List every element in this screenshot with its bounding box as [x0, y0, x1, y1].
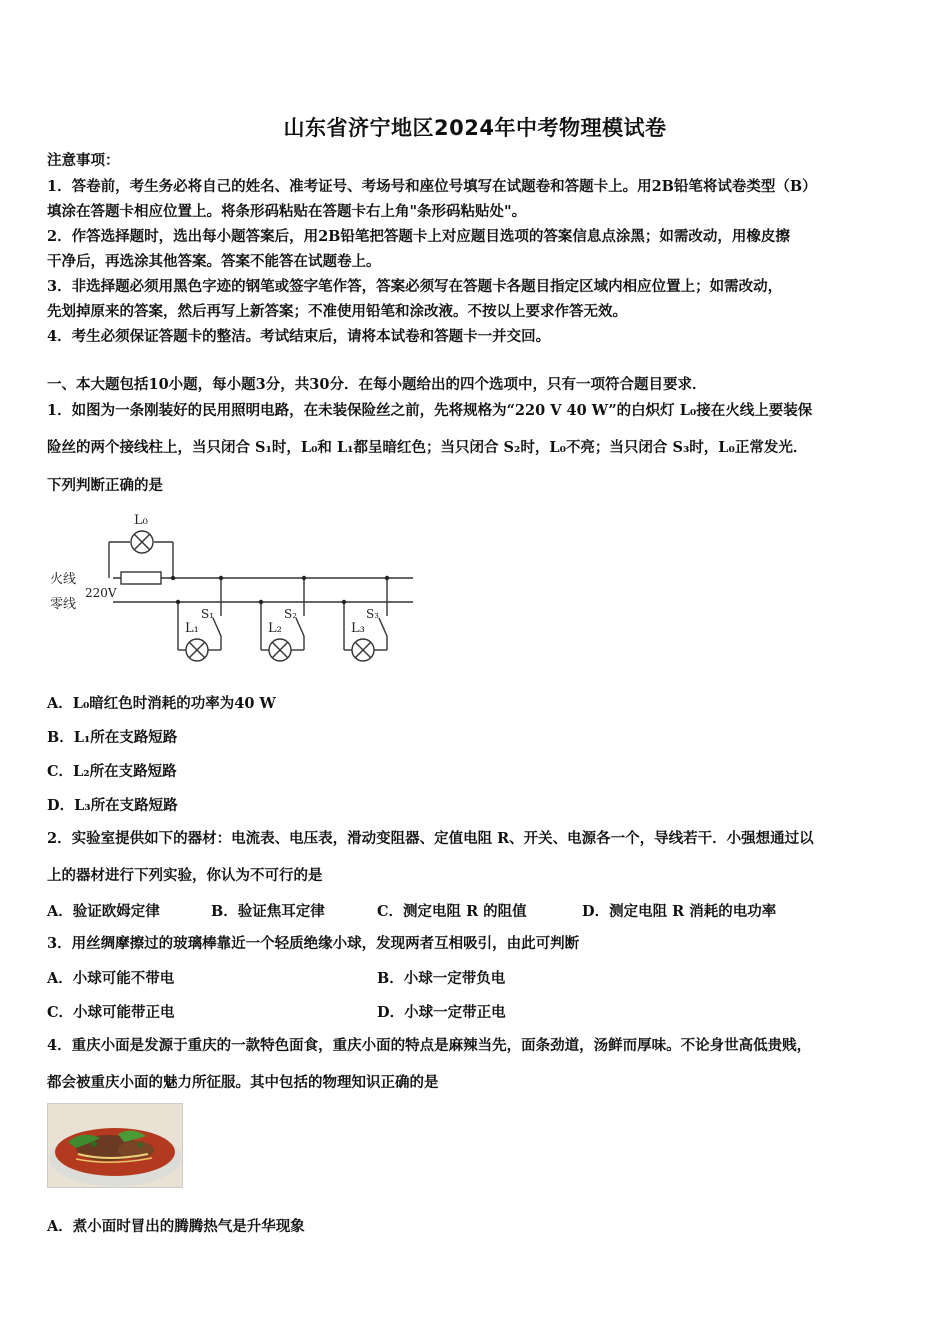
notice-line: 3．非选择题必须用黑色字迹的钢笔或签字笔作答，答案必须写在答题卡各题目指定区域内相应位置上；如需改动， — [47, 278, 783, 295]
label-voltage: 220V — [85, 586, 117, 600]
q2-stem-line: 2．实验室提供如下的器材：电流表、电压表，滑动变阻器、定值电阻 R、开关、电源各一个，导线若干．小强想通过以 — [47, 830, 814, 847]
label-s3: S₃ — [366, 607, 380, 621]
label-live: 火线 — [50, 572, 77, 587]
notice-line: 干净后，再选涂其他答案。答案不能答在试题卷上。 — [47, 253, 381, 270]
q2-option-c: C．测定电阻 R 的阻值 — [377, 903, 527, 920]
label-neutral: 零线 — [50, 597, 77, 612]
label-l3: L₃ — [351, 621, 365, 636]
q1-option-d: D．L₃所在支路短路 — [47, 797, 178, 814]
q1-stem-line: 下列判断正确的是 — [47, 477, 163, 494]
q1-stem-line: 险丝的两个接线柱上，当只闭合 S₁时，L₀和 L₁都呈暗红色；当只闭合 S₂时，L₀不亮；当只闭合 S₃时，L₀正常发光． — [47, 439, 808, 456]
q2-stem-line: 上的器材进行下列实验，你认为不可行的是 — [47, 867, 323, 884]
label-l0: L₀ — [134, 513, 148, 528]
label-l2: L₂ — [268, 621, 282, 636]
notice-line: 1．答卷前，考生务必将自己的姓名、准考证号、考场号和座位号填写在试题卷和答题卡上。用2B铅笔将试卷类型（B） — [47, 178, 817, 195]
notice-line: 4．考生必须保证答题卡的整洁。考试结束后，请将本试卷和答题卡一并交回。 — [47, 328, 551, 345]
label-s1: S₁ — [201, 607, 215, 621]
circuit-diagram — [45, 505, 425, 670]
label-l1: L₁ — [185, 621, 199, 636]
section-heading: 一、本大题包括10小题，每小题3分，共30分．在每小题给出的四个选项中，只有一项符合题目要求． — [47, 376, 707, 393]
q1-stem-line: 1．如图为一条刚装好的民用照明电路，在未装保险丝之前，先将规格为“220 V 40 W”的白炽灯 L₀接在火线上要装保 — [47, 402, 813, 419]
q3-option-d: D．小球一定带正电 — [377, 1004, 506, 1021]
label-s2: S₂ — [284, 607, 298, 621]
page-title: 山东省济宁地区2024年中考物理模试卷 — [283, 116, 667, 140]
q4-option-a: A．煮小面时冒出的腾腾热气是升华现象 — [47, 1218, 305, 1235]
notice-line: 2．作答选择题时，选出每小题答案后，用2B铅笔把答题卡上对应题目选项的答案信息点涂黑；如需改动，用橡皮擦 — [47, 228, 790, 245]
noodle-photo — [47, 1103, 183, 1188]
q2-option-b: B．验证焦耳定律 — [211, 903, 325, 920]
notice-heading: 注意事项： — [47, 152, 120, 169]
q3-option-c: C．小球可能带正电 — [47, 1004, 175, 1021]
q3-option-a: A．小球可能不带电 — [47, 970, 175, 987]
q3-option-b: B．小球一定带负电 — [377, 970, 506, 987]
notice-line: 填涂在答题卡相应位置上。将条形码粘贴在答题卡右上角"条形码粘贴处"。 — [47, 203, 527, 220]
q4-stem-line: 4．重庆小面是发源于重庆的一款特色面食，重庆小面的特点是麻辣当先，面条劲道，汤鲜而厚味。不论身世高低贵贱， — [47, 1037, 812, 1054]
q2-option-a: A．验证欧姆定律 — [47, 903, 160, 920]
q1-option-a: A．L₀暗红色时消耗的功率为40 W — [47, 695, 276, 712]
q1-option-c: C．L₂所在支路短路 — [47, 763, 177, 780]
q2-option-d: D．测定电阻 R 消耗的电功率 — [582, 903, 777, 920]
q1-option-b: B．L₁所在支路短路 — [47, 729, 178, 746]
notice-line: 先划掉原来的答案，然后再写上新答案；不准使用铅笔和涂改液。不按以上要求作答无效。 — [47, 303, 627, 320]
q4-stem-line: 都会被重庆小面的魅力所征服。其中包括的物理知识正确的是 — [47, 1074, 439, 1091]
q3-stem-line: 3．用丝绸摩擦过的玻璃棒靠近一个轻质绝缘小球，发现两者互相吸引，由此可判断 — [47, 935, 580, 952]
